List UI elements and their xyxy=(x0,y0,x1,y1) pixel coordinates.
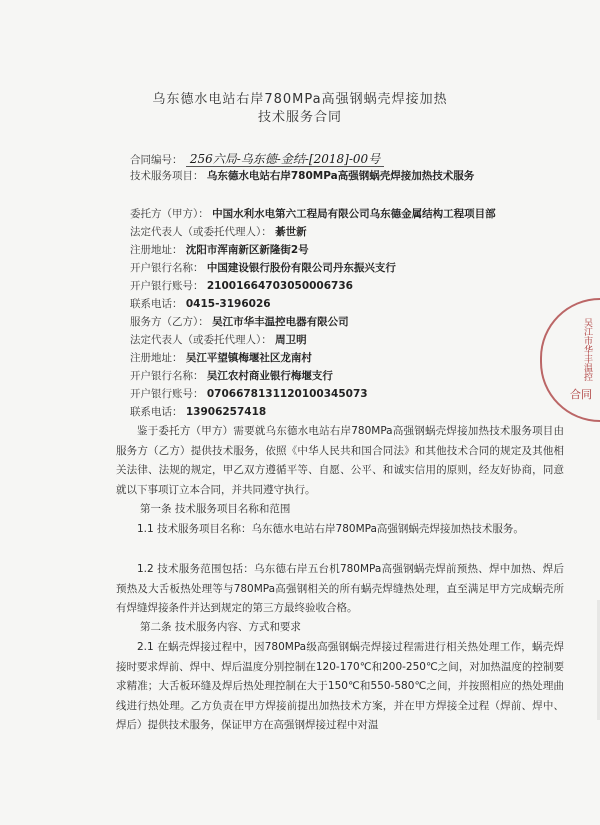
provider-phone-row xyxy=(130,404,266,419)
client-rep-row xyxy=(130,224,307,239)
client-label: 委托方（甲方）： xyxy=(130,208,209,220)
provider-rep-value: 周卫明 xyxy=(275,334,307,346)
client-row xyxy=(130,206,496,221)
seal-bottom-text: 合同 xyxy=(570,388,592,401)
article-2-heading: 第二条 技术服务内容、方式和要求 xyxy=(140,621,301,633)
provider-rep-label: 法定代表人（或委托代理人）： xyxy=(130,334,272,346)
seal-text: 吴江市华丰温控 xyxy=(582,318,592,381)
provider-row xyxy=(130,314,349,329)
document-subtitle: 技术服务合同 xyxy=(257,110,342,125)
client-value: 中国水利水电第六工程局有限公司乌东德金属结构工程项目部 xyxy=(212,208,496,220)
client-phone-row xyxy=(130,296,271,311)
service-item-row xyxy=(130,168,474,183)
contract-no-row xyxy=(130,150,384,167)
contract-no-label: 合同编号： xyxy=(130,154,183,166)
provider-account-row xyxy=(130,386,368,401)
provider-bank-value: 吴江农村商业银行梅堰支行 xyxy=(206,370,333,382)
client-bank-value: 中国建设银行股份有限公司丹东振兴支行 xyxy=(206,262,396,274)
client-account-row xyxy=(130,278,353,293)
client-phone-value: 0415-3196026 xyxy=(185,298,271,310)
provider-addr-value: 吴江平望镇梅堰社区龙南村 xyxy=(185,352,312,364)
provider-addr-row xyxy=(130,350,312,365)
intro-paragraph: 鉴于委托方（甲方）需要就乌东德水电站右岸780MPa高强钢蜗壳焊接加热技术服务项目由服务方（乙方）提供技术服务，依照《中华人民共和国合同法》和其他技术合同的规定及其他相关法律、法规的规定，甲乙双方遵循平等、自愿、公平、和诚实信用的原则，经友好协商，同意就以下事项订立本合同，并共同遵守执行。 xyxy=(116,425,564,496)
provider-account-value: 0706678131120100345073 xyxy=(206,388,368,400)
client-bank-row xyxy=(130,260,396,275)
service-item-value: 乌东德水电站右岸780MPa高强钢蜗壳焊接加热技术服务 xyxy=(206,170,475,182)
clause-1-2: 1.2 技术服务范围包括：乌东德右岸五台机780MPa高强钢蜗壳焊前预热、焊中加热、焊后预热及大舌板热处理等与780MPa高强钢相关的所有蜗壳焊缝热处理，直至满足甲方完成蜗壳所有焊缝焊接条件并达到规定的第三方最终验收合格。 xyxy=(116,563,564,614)
provider-bank-row xyxy=(130,368,333,383)
client-rep-value: 綦世新 xyxy=(275,226,307,238)
provider-value: 吴江市华丰温控电器有限公司 xyxy=(212,316,349,328)
clause-2-1: 2.1 在蜗壳焊接过程中，因780MPa级高强钢蜗壳焊接过程需进行相关热处理工作，蜗壳焊接时要求焊前、焊中、焊后温度分别控制在120-170℃和200-250℃之间，对加热温度的控制要求精准；大舌板环缝及焊后热处理控制在大于150℃和550-580℃之间，并按照相应的热处理曲线进行热处理。乙方负责在甲方焊接前提出加热技术方案，并在甲方焊接全过程（焊前、焊中、焊后）提供技术服务，保证甲方在高强钢焊接过程中对温 xyxy=(116,641,564,731)
document-title: 乌东德水电站右岸780MPa高强钢蜗壳焊接加热 xyxy=(152,92,448,107)
provider-rep-row xyxy=(130,332,307,347)
provider-phone-value: 13906257418 xyxy=(185,406,267,418)
article-1-heading: 第一条 技术服务项目名称和范围 xyxy=(140,503,291,515)
contract-no-value: 256六局-乌东德-金结-[2018]-00号 xyxy=(186,152,384,167)
client-addr-value: 沈阳市浑南新区新隆街2号 xyxy=(185,244,309,256)
client-addr-label: 注册地址： xyxy=(130,244,183,256)
service-item-label: 技术服务项目： xyxy=(130,170,204,182)
client-account-value: 21001664703050006736 xyxy=(206,280,353,292)
clause-1-1: 1.1 技术服务项目名称：乌东德水电站右岸780MPa高强钢蜗壳焊接加热技术服务。 xyxy=(137,523,524,535)
client-bank-label: 开户银行名称： xyxy=(130,262,204,274)
client-phone-label: 联系电话： xyxy=(130,298,183,310)
client-account-label: 开户银行账号： xyxy=(130,280,204,292)
provider-phone-label: 联系电话： xyxy=(130,406,183,418)
company-seal xyxy=(540,298,600,422)
provider-addr-label: 注册地址： xyxy=(130,352,183,364)
provider-bank-label: 开户银行名称： xyxy=(130,370,204,382)
client-rep-label: 法定代表人（或委托代理人）： xyxy=(130,226,272,238)
provider-label: 服务方（乙方）： xyxy=(130,316,209,328)
provider-account-label: 开户银行账号： xyxy=(130,388,204,400)
client-addr-row xyxy=(130,242,309,257)
